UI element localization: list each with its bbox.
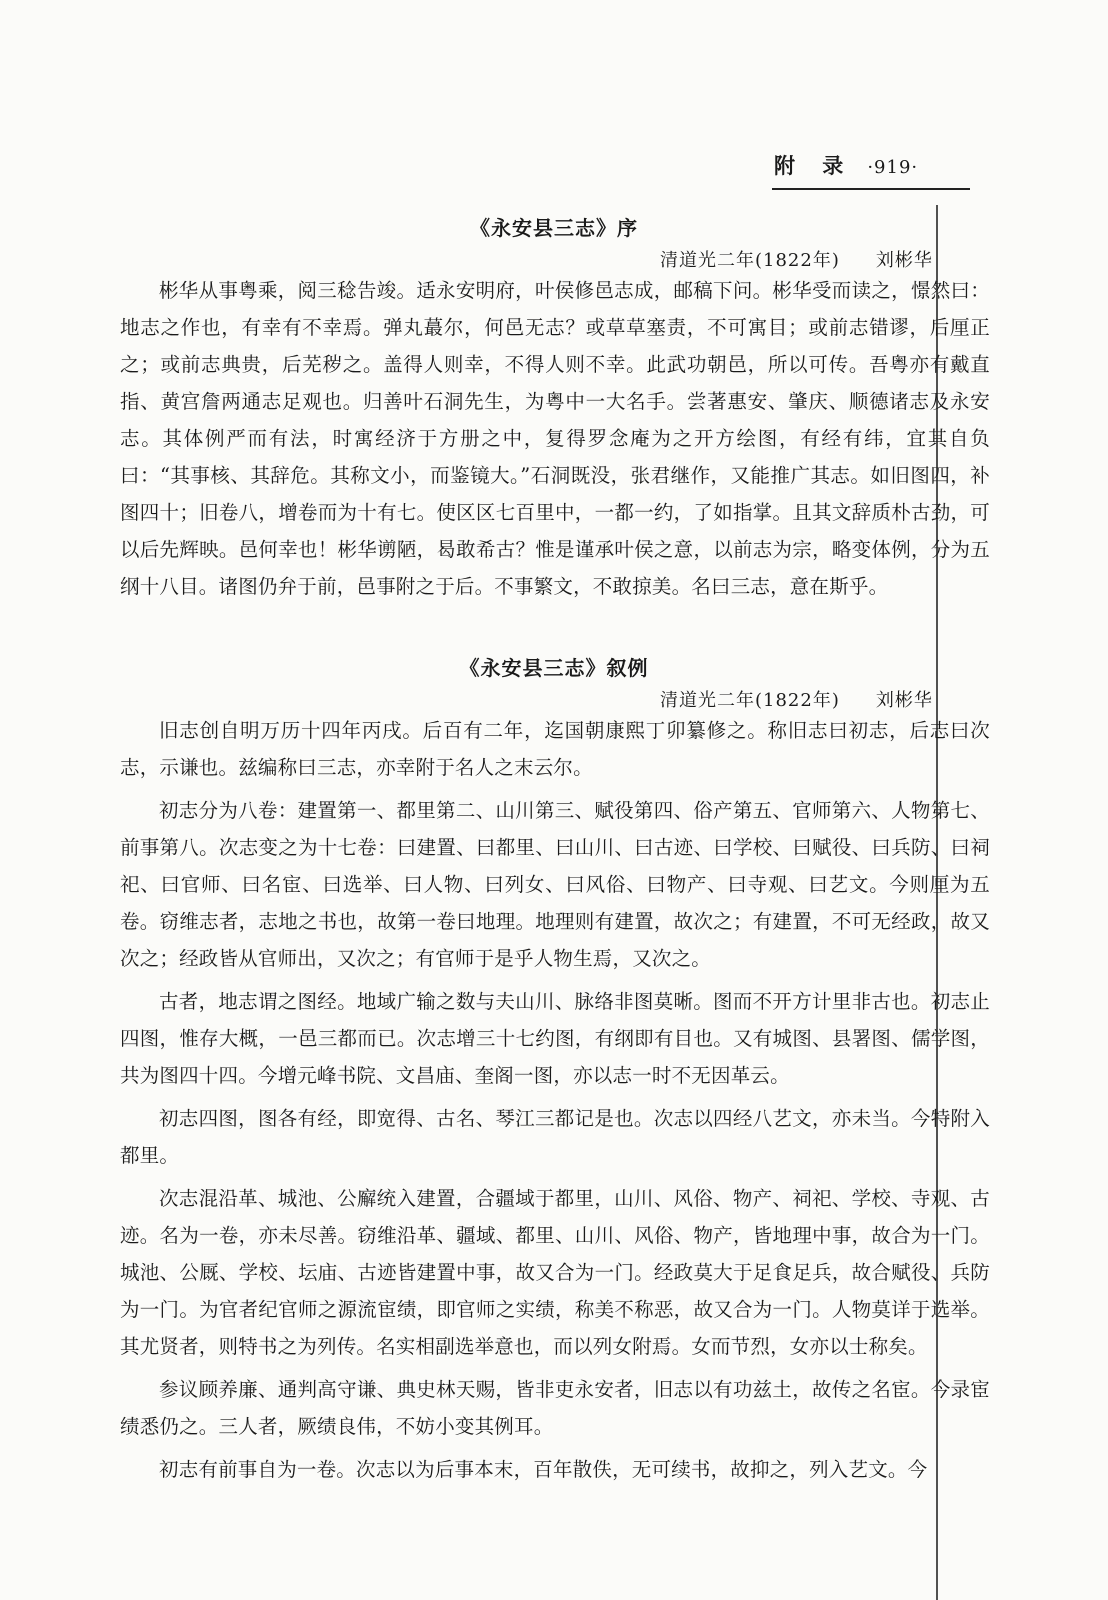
running-header	[774, 150, 974, 190]
header-rule	[772, 188, 970, 190]
notes-title: 《永安县三志》叙例	[459, 656, 649, 680]
notes-date: 清道光二年(1822年)	[660, 690, 840, 711]
notes-byline	[660, 686, 933, 712]
notes-body	[120, 712, 990, 1488]
page-number: ·919·	[867, 157, 919, 178]
notes-paragraph: 初志有前事自为一卷。次志以为后事本末，百年散佚，无可续书，故抑之，列入艺文。今	[159, 1458, 928, 1481]
preface-paragraph: 彬华从事粤乘，阅三稔告竣。适永安明府，叶侯修邑志成，邮稿下问。彬华受而读之，憬然曰：地志之作也，有幸有不幸焉。弹丸蕞尔，何邑无志？或草草塞责，不可寓目；或前志错谬，后厘正之；或前志典贵，后芜秽之。盖得人则幸，不得人则不幸。此武功朝邑，所以可传。吾粤亦有戴直指、黄宫詹两通志足观也。归善叶石洞先生，为粤中一大名手。尝著惠安、肇庆、顺德诸志及永安志。其体例严而有法，时寓经济于方册之中，复得罗念庵为之开方绘图，有经有纬，宜其自负曰：“其事核、其辞危。其称文小，而鉴镜大。”石洞既没，张君继作，又能推广其志。如旧图四，补图四十；旧卷八，增卷而为十有七。使区区七百里中，一都一约，了如指掌。且其文辞质朴古劲，可以后先辉映。邑何幸也！彬华谫陋，曷敢希古？惟是谨承叶侯之意，以前志为宗，略变体例，分为五纲十八目。诸图仍弁于前，邑事附之于后。不事繁文，不敢掠美。名曰三志，意在斯乎。	[120, 279, 990, 598]
notes-paragraph: 初志四图，图各有经，即宽得、古名、琴江三都记是也。次志以四经八艺文，亦未当。今特附入都里。	[120, 1107, 990, 1167]
notes-paragraph: 旧志创自明万历十四年丙戌。后百有二年，迄国朝康熙丁卯纂修之。称旧志曰初志，后志曰次志，示谦也。兹编称曰三志，亦幸附于名人之末云尔。	[120, 719, 990, 779]
header-section-label: 附 录	[774, 154, 854, 178]
preface-body	[120, 272, 990, 605]
preface-date: 清道光二年(1822年)	[660, 250, 840, 271]
notes-paragraph: 初志分为八卷：建置第一、都里第二、山川第三、赋役第四、俗产第五、官师第六、人物第七、前事第八。次志变之为十七卷：曰建置、曰都里、曰山川、曰古迹、曰学校、曰赋役、曰兵防、曰祠祀、曰官师、曰名宦、曰选举、曰人物、曰列女、曰风俗、曰物产、曰寺观、曰艺文。今则厘为五卷。窃维志者，志地之书也，故第一卷曰地理。地理则有建置，故次之；有建置，不可无经政，故又次之；经政皆从官师出，又次之；有官师于是乎人物生焉，又次之。	[120, 799, 990, 970]
preface-byline	[660, 246, 933, 272]
notes-author: 刘彬华	[875, 690, 933, 711]
notes-paragraph: 古者，地志谓之图经。地域广输之数与夫山川、脉络非图莫晰。图而不开方计里非古也。初志止四图，惟存大概，一邑三都而已。次志增三十七约图，有纲即有目也。又有城图、县署图、儒学图，共为图四十四。今增元峰书院、文昌庙、奎阁一图，亦以志一时不无因革云。	[120, 990, 990, 1087]
preface-author: 刘彬华	[875, 250, 933, 271]
notes-paragraph: 参议顾养廉、通判高守谦、典史林天赐，皆非吏永安者，旧志以有功兹土，故传之名宦。今录宦绩悉仍之。三人者，厥绩良伟，不妨小变其例耳。	[120, 1378, 990, 1438]
preface-title: 《永安县三志》序	[470, 216, 638, 240]
notes-paragraph: 次志混沿革、城池、公廨统入建置，合疆域于都里，山川、风俗、物产、祠祀、学校、寺观、古迹。名为一卷，亦未尽善。窃维沿革、疆域、都里、山川、风俗、物产，皆地理中事，故合为一门。城池、公厩、学校、坛庙、古迹皆建置中事，故又合为一门。经政莫大于足食足兵，故合赋役、兵防为一门。为官者纪官师之源流宦绩，即官师之实绩，称美不称恶，故又合为一门。人物莫详于选举。其尤贤者，则特书之为列传。名实相副选举意也，而以列女附焉。女而节烈，女亦以士称矣。	[120, 1187, 990, 1358]
